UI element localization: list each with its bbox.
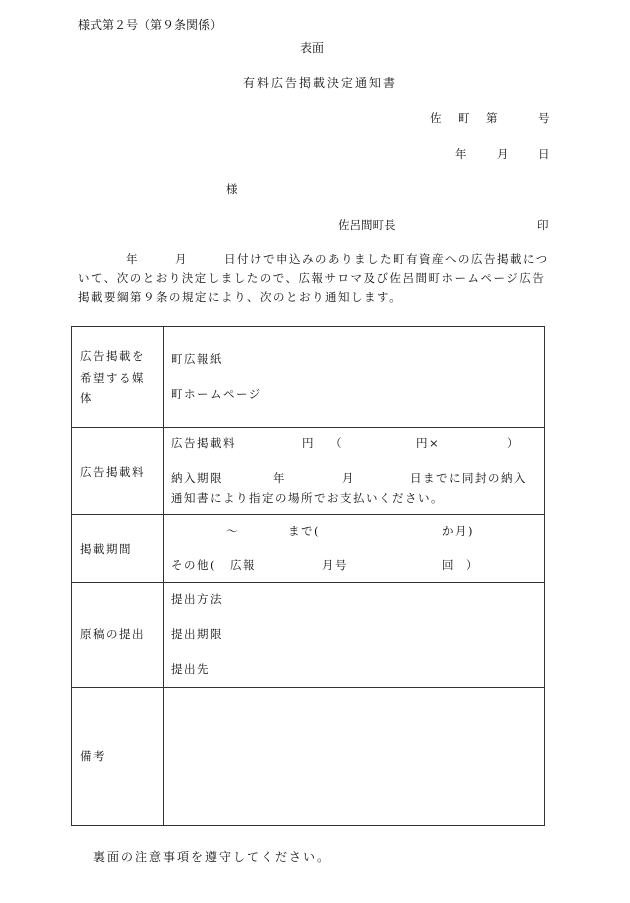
fee-paren-open: （ [330, 436, 343, 450]
reference-town: 佐 [430, 111, 442, 125]
sender-name: 佐呂間町長 [338, 218, 396, 232]
fee-prefix: 広告掲載料 [171, 436, 236, 450]
media-content-cell [164, 327, 544, 427]
media-label-line3: 体 [80, 391, 93, 405]
row-remarks [72, 688, 544, 825]
period-tilde: ～ [226, 524, 239, 538]
remarks-content-cell [164, 688, 544, 825]
period-kouhou: 広報 [230, 558, 256, 572]
fee-yen-times: 円× [416, 436, 441, 450]
media-label-line2: 希望する媒 [80, 371, 145, 385]
date-month: 月 [497, 147, 509, 161]
period-until: まで( [288, 524, 320, 538]
date-day: 日 [538, 147, 550, 161]
row-fee [72, 428, 544, 515]
payment-deadline-prefix: 納入期限 [171, 471, 223, 485]
fee-label: 広告掲載料 [80, 465, 145, 479]
row-period [72, 515, 544, 583]
notice-table [71, 326, 545, 826]
row-media [72, 327, 544, 428]
reference-machi: 町 [458, 111, 470, 125]
period-other-prefix: その他( [171, 558, 216, 572]
addressee-honorific: 様 [226, 182, 238, 196]
form-number: 様式第２号（第９条関係） [78, 18, 223, 32]
remarks-label: 備考 [80, 749, 106, 763]
media-label-line1: 広告掲載を [80, 349, 145, 363]
period-times: 回 [442, 558, 455, 572]
reference-go: 号 [538, 111, 550, 125]
body-text: 日付けで申込みのありました町有資産への広告掲載について、次のとおり決定しましたので、広報サロマ及び佐呂間町ホームページ広告掲載要綱第９条の規定により、次のとおり通知します。 [78, 252, 549, 304]
submission-deadline: 提出期限 [171, 627, 223, 641]
manuscript-label: 原稿の提出 [80, 627, 145, 641]
document-title: 有料広告掲載決定通知書 [243, 76, 398, 90]
fee-label-cell [72, 428, 164, 514]
footer-note: 裏面の注意事項を遵守してください。 [93, 850, 332, 864]
media-option-homepage: 町ホームページ [171, 387, 262, 401]
seal-mark: 印 [537, 218, 549, 232]
period-close: ） [466, 558, 479, 572]
side-label: 表面 [300, 41, 325, 55]
period-label-cell [72, 515, 164, 582]
media-option-newsletter: 町広報紙 [171, 352, 223, 366]
payment-deadline-year: 年 [273, 471, 286, 485]
payment-deadline-suffix: 日までに同封の納入 [410, 471, 527, 485]
reference-dai: 第 [486, 111, 498, 125]
payment-instruction: 通知書により指定の場所でお支払いください。 [171, 491, 444, 505]
reference-number-row [430, 110, 550, 126]
body-year: 年 [126, 252, 139, 266]
period-months: か月) [442, 524, 474, 538]
payment-deadline-month: 月 [342, 471, 355, 485]
fee-yen: 円 [302, 436, 315, 450]
period-label: 掲載期間 [80, 542, 132, 556]
period-month-issue: 月号 [322, 558, 348, 572]
submission-destination: 提出先 [171, 662, 210, 676]
fee-paren-close: ） [507, 436, 520, 450]
row-manuscript [72, 583, 544, 688]
submission-method: 提出方法 [171, 592, 223, 606]
period-content-cell [164, 515, 544, 582]
body-paragraph [78, 250, 552, 307]
body-month: 月 [175, 252, 188, 266]
manuscript-label-cell [72, 583, 164, 687]
media-label-cell [72, 327, 164, 427]
issue-date-row [455, 146, 550, 162]
date-year: 年 [455, 147, 467, 161]
remarks-label-cell [72, 688, 164, 825]
fee-content-cell [164, 428, 544, 514]
manuscript-content-cell [164, 583, 544, 687]
